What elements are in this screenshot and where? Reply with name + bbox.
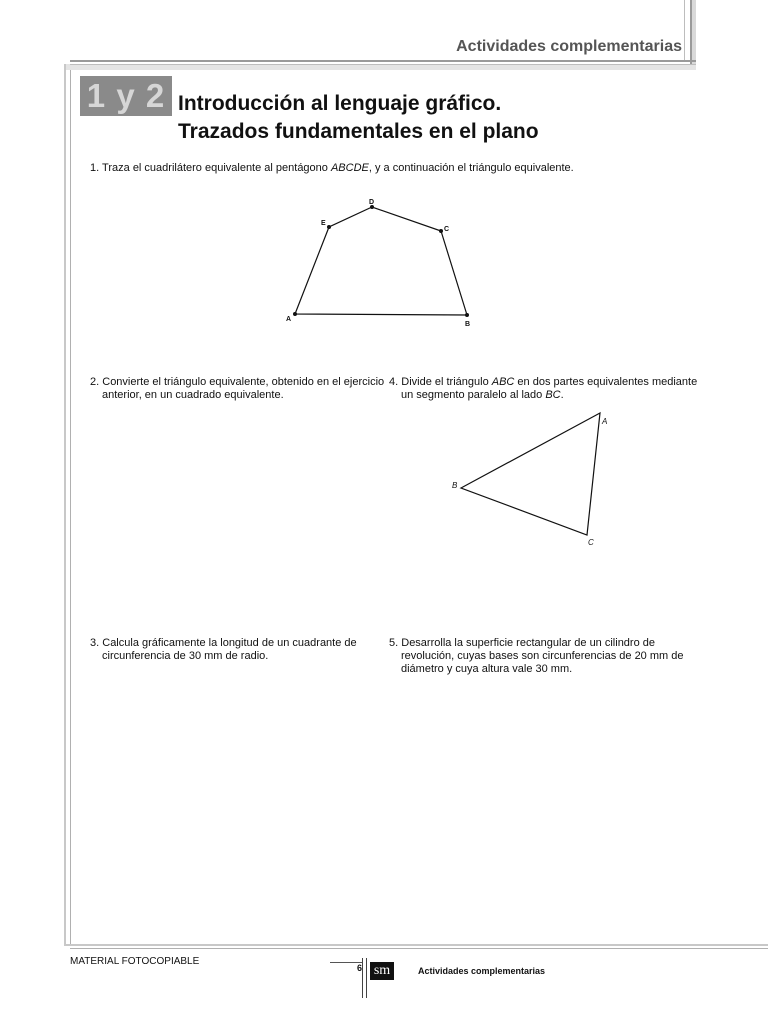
exercise-text: Desarrolla la superficie rectangular de un cilindro de revolución, cuyas bases son circunferencias de 20 mm de diámetro y cuya altura vale 30 mm. [401, 637, 684, 675]
page-number: 6 [330, 962, 362, 977]
label-c: C [444, 226, 450, 233]
vertex-a-dot [293, 312, 297, 316]
vertex-c-dot [439, 229, 443, 233]
footer-title: Actividades complementarias [418, 966, 546, 976]
exercise-number: 3. [90, 637, 100, 649]
exercise-text: Divide el triángulo [401, 376, 492, 388]
publisher-logo: sm [370, 962, 394, 980]
exercise-text: en dos partes equivalentes mediante un segmento paralelo al lado [401, 376, 698, 401]
section-title: Actividades complementarias [456, 38, 682, 55]
exercise-italic-text: ABCDE [330, 162, 369, 174]
label-a: A [602, 417, 608, 426]
label-a: A [286, 316, 292, 323]
footer-divider [366, 958, 367, 998]
label-d: D [369, 199, 375, 206]
vertex-e-dot [327, 225, 331, 229]
exercise-italic-text: BC [545, 389, 561, 401]
label-b: B [465, 321, 471, 328]
exercise-number: 1. [90, 162, 100, 174]
exercise-number: 2. [90, 376, 100, 388]
exercise-text: Calcula gráficamente la longitud de un cuadrante de circunferencia de 30 mm de radio. [102, 637, 357, 662]
footer-photocopy-notice: MATERIAL FOTOCOPIABLE [70, 956, 200, 967]
triangle-outline [461, 413, 600, 535]
label-c: C [588, 538, 594, 547]
exercise-number: 4. [389, 376, 399, 388]
unit-title-line2: Trazados fundamentales en el plano [178, 120, 539, 143]
vertex-b-dot [465, 313, 469, 317]
exercise-text: Traza el cuadrilátero equivalente al pentágono [102, 162, 331, 174]
unit-title-line1: Introducción al lenguaje gráfico. [178, 92, 502, 115]
footer-divider [362, 958, 363, 998]
label-b: B [452, 481, 458, 490]
pentagon-labels [286, 199, 470, 328]
exercise-number: 5. [389, 637, 399, 649]
exercise-text: . [560, 389, 564, 401]
exercise-text: Convierte el triángulo equivalente, obtenido en el ejercicio anterior, en un cuadrado equivalente. [102, 376, 385, 401]
exercise-text: , y a continuación el triángulo equivalente. [368, 162, 574, 174]
triangle-labels [452, 417, 607, 547]
exercise-italic-text: ABC [491, 376, 515, 388]
triangle-abc [461, 413, 600, 535]
unit-badge: 1 y 2 [80, 76, 172, 116]
label-e: E [321, 220, 326, 227]
pentagon-vertices [293, 205, 469, 317]
